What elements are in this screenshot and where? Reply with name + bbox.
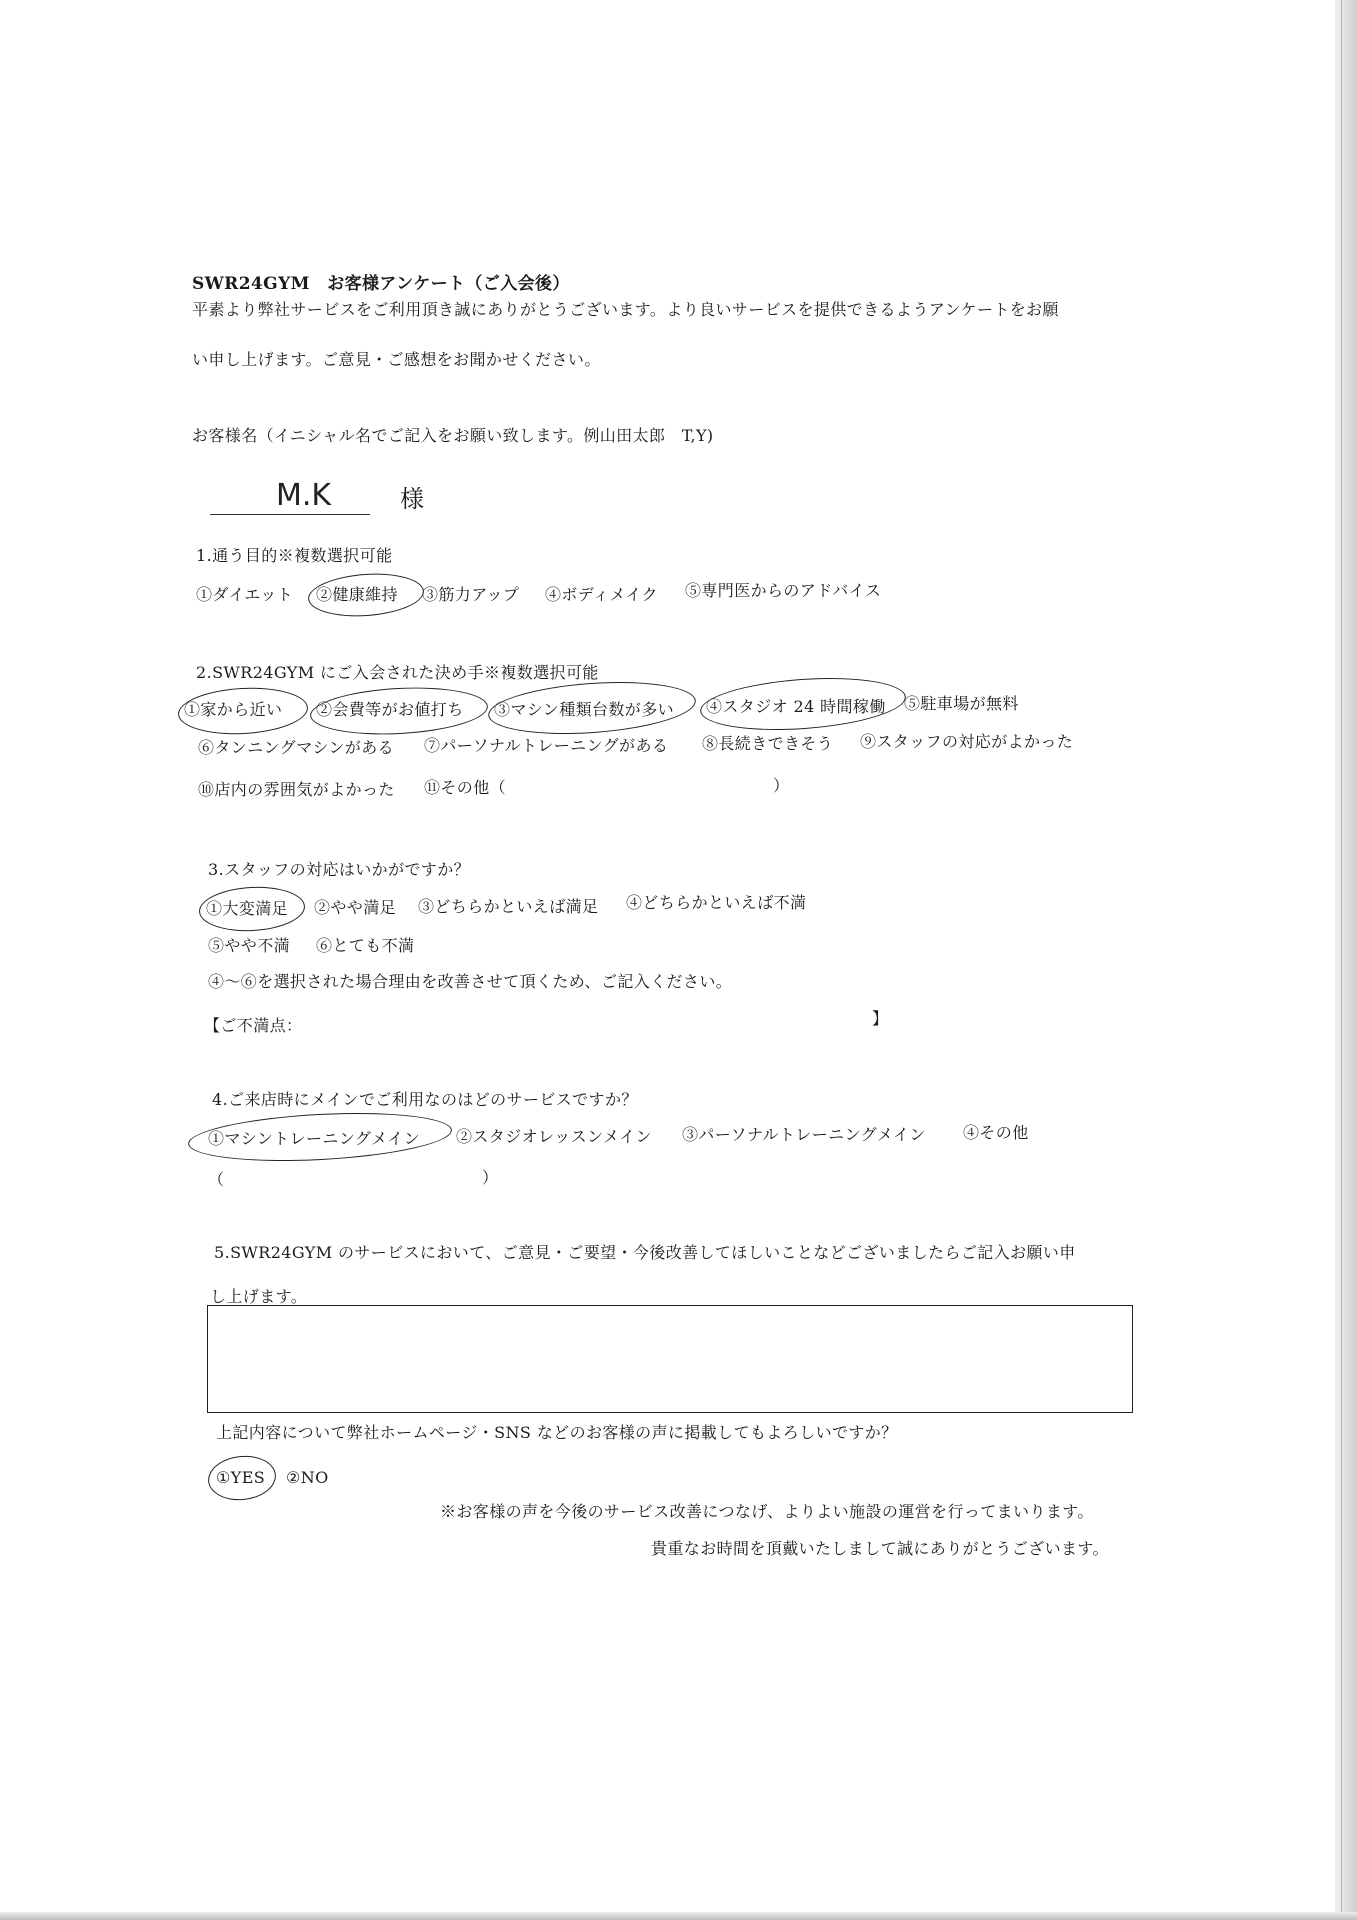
q4-option-2[interactable]: ②スタジオレッスンメイン — [456, 1127, 652, 1146]
q4-option-4[interactable]: ④その他 — [963, 1123, 1029, 1142]
q1-option-1[interactable]: ①ダイエット — [196, 585, 294, 604]
intro-line-2: い申し上げます。ご意見・ご感想をお聞かせください。 — [192, 350, 601, 369]
q2-option-5[interactable]: ⑤駐車場が無料 — [904, 694, 1019, 713]
q2-option-1[interactable]: ①家から近い — [184, 700, 283, 719]
q4-option-1[interactable]: ①マシントレーニングメイン — [208, 1129, 421, 1148]
q3-option-6[interactable]: ⑥とても不満 — [316, 936, 415, 955]
q4-other-close: ） — [482, 1168, 499, 1187]
publish-yes-option[interactable]: ①YES — [216, 1468, 266, 1487]
q2-option-1-circle-mark — [177, 685, 309, 738]
scan-right-edge — [1335, 0, 1357, 1920]
q3-option-3[interactable]: ③どちらかといえば満足 — [418, 897, 599, 916]
customer-honorific: 様 — [400, 485, 425, 513]
footer-note-2: 貴重なお時間を頂戴いたしまして誠にありがとうございます。 — [651, 1539, 1109, 1558]
q3-option-5[interactable]: ⑤やや不満 — [208, 936, 291, 955]
q2-option-6[interactable]: ⑥タンニングマシンがある — [198, 738, 395, 757]
q2-option-2[interactable]: ②会費等がお値打ち — [316, 700, 464, 719]
footer-note-1: ※お客様の声を今後のサービス改善につなげ、よりよい施設の運営を行ってまいります。 — [440, 1502, 1094, 1521]
q4-option-3[interactable]: ③パーソナルトレーニングメイン — [682, 1125, 926, 1144]
q1-heading: 1.通う目的※複数選択可能 — [196, 546, 393, 565]
q1-option-2[interactable]: ②健康維持 — [316, 585, 399, 604]
survey-title: SWR24GYM お客様アンケート（ご入会後） — [192, 274, 570, 294]
q5-heading-line-1: 5.SWR24GYM のサービスにおいて、ご意見・ご要望・今後改善してほしいことなどございましたらご記入お願い申 — [214, 1243, 1076, 1262]
q3-option-2[interactable]: ②やや満足 — [314, 898, 397, 917]
q4-other-open: （ — [208, 1170, 225, 1189]
q2-option-9[interactable]: ⑨スタッフの対応がよかった — [860, 732, 1074, 751]
q2-option-10[interactable]: ⑩店内の雰囲気がよかった — [198, 780, 395, 799]
q2-option-3[interactable]: ③マシン種類台数が多い — [494, 700, 675, 719]
q4-option-1-circle-mark — [187, 1107, 453, 1167]
publish-yes-circle-mark — [206, 1453, 278, 1504]
q2-option-4-circle-mark — [699, 672, 908, 736]
q5-answer-box[interactable] — [207, 1305, 1133, 1413]
q2-heading: 2.SWR24GYM にご入会された決め手※複数選択可能 — [196, 663, 599, 682]
q3-complaint-open: 【ご不満点： — [204, 1016, 303, 1035]
q1-option-4[interactable]: ④ボディメイク — [545, 585, 658, 604]
q3-option-1-circle-mark — [198, 884, 306, 933]
q2-option-2-circle-mark — [309, 683, 489, 738]
q2-option-7[interactable]: ⑦パーソナルトレーニングがある — [424, 736, 669, 755]
q3-note: ④～⑥を選択された場合理由を改善させて頂くため、ご記入ください。 — [208, 972, 733, 991]
customer-name-underline — [210, 514, 370, 515]
q1-option-3[interactable]: ③筋力アップ — [422, 585, 520, 604]
publish-no-option[interactable]: ②NO — [286, 1468, 329, 1487]
intro-line-1: 平素より弊社サービスをご利用頂き誠にありがとうございます。より良いサービスを提供できるようアンケートをお願 — [192, 300, 1059, 319]
customer-name-label: お客様名（イニシャル名でご記入をお願い致します。例山田太郎 T,Y) — [192, 426, 714, 445]
q3-complaint-close: 】 — [872, 1009, 889, 1028]
customer-name-handwritten[interactable]: M.K — [276, 478, 332, 513]
q2-option-11-close: ） — [773, 776, 790, 795]
q3-option-4[interactable]: ④どちらかといえば不満 — [626, 893, 807, 912]
q2-option-11[interactable]: ⑪その他（ — [424, 778, 507, 797]
q2-option-3-circle-mark — [487, 676, 698, 740]
q3-option-1[interactable]: ①大変満足 — [206, 899, 289, 918]
q2-option-8[interactable]: ⑧長続きできそう — [702, 734, 834, 753]
scan-bottom-edge — [0, 1912, 1357, 1920]
q3-heading: 3.スタッフの対応はいかがですか？ — [208, 860, 471, 879]
q1-option-2-circle-mark — [307, 570, 426, 620]
q5-heading-line-2: し上げます。 — [210, 1287, 308, 1306]
q1-option-5[interactable]: ⑤専門医からのアドバイス — [685, 581, 882, 600]
publish-question: 上記内容について弊社ホームページ・SNS などのお客様の声に掲載してもよろしいですか？ — [216, 1423, 898, 1442]
q2-option-4[interactable]: ④スタジオ 24 時間稼働 — [706, 697, 886, 716]
q4-heading: 4.ご来店時にメインでご利用なのはどのサービスですか？ — [212, 1090, 638, 1109]
